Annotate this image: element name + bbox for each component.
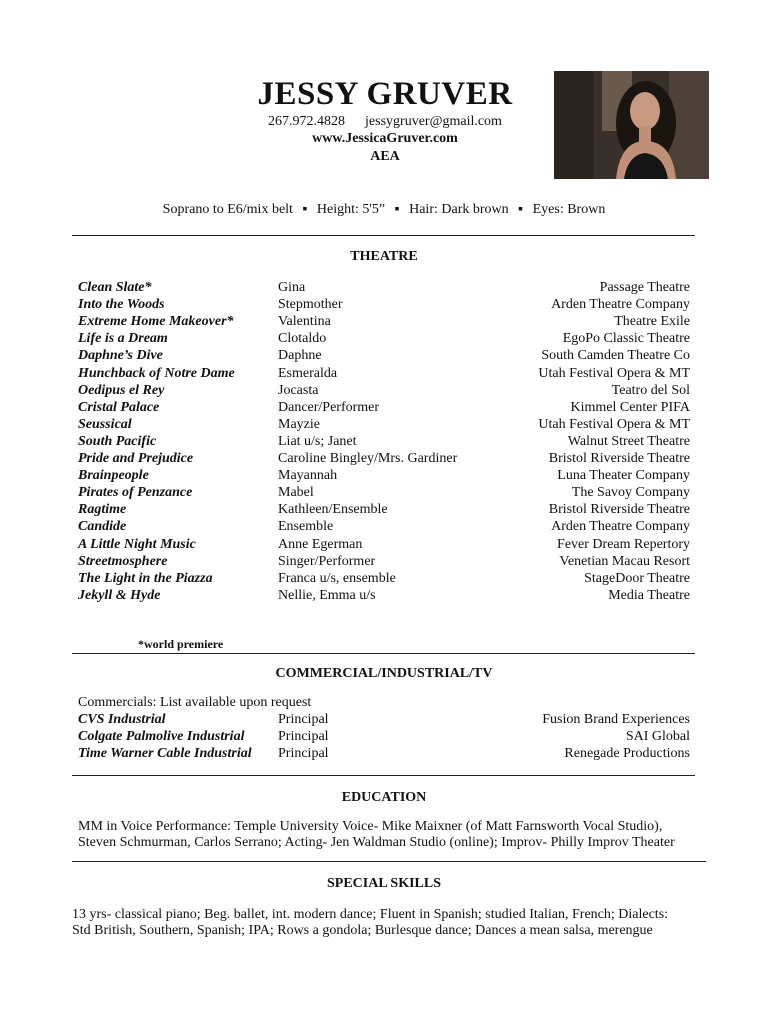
separator: ▪ bbox=[302, 202, 308, 217]
venue-name: Fusion Brand Experiences bbox=[542, 712, 690, 727]
role-name: Principal bbox=[278, 729, 329, 745]
credit-row bbox=[78, 416, 690, 433]
credit-row bbox=[78, 347, 690, 364]
skills-line: 13 yrs- classical piano; Beg. ballet, int. modern dance; Fluent in Spanish; studied Italian, French; Dialects: bbox=[72, 907, 669, 922]
show-title: Pride and Prejudice bbox=[78, 451, 194, 466]
contact-line bbox=[200, 113, 570, 130]
credit-row bbox=[78, 467, 690, 484]
venue-name: Utah Festival Opera & MT bbox=[538, 365, 690, 381]
role-name: Esmeralda bbox=[278, 365, 338, 381]
venue-name: Renegade Productions bbox=[564, 746, 690, 762]
show-title: Extreme Home Makeover* bbox=[78, 314, 234, 330]
union-affiliation: AEA bbox=[370, 149, 400, 164]
website-url: www.JessicaGruver.com bbox=[312, 131, 458, 146]
role-name: Jocasta bbox=[278, 382, 319, 398]
credit-row bbox=[78, 296, 690, 313]
venue-name: Fever Dream Repertory bbox=[557, 536, 690, 552]
commercials-note: Commercials: List available upon request bbox=[78, 695, 312, 710]
email-address: jessygruver@gmail.com bbox=[365, 114, 502, 129]
venue-name: Walnut Street Theatre bbox=[567, 433, 690, 449]
phone-number: 267.972.4828 bbox=[268, 114, 346, 129]
role-name: Gina bbox=[278, 280, 306, 295]
credit-row bbox=[78, 728, 690, 745]
show-title: Into the Woods bbox=[78, 297, 165, 313]
education-line: Steven Schmurman, Carlos Serrano; Acting- Jen Waldman Studio (online); Improv- Philly Improv Theater bbox=[78, 835, 675, 850]
theatre-heading: THEATRE bbox=[350, 249, 418, 264]
actor-name: JESSY GRUVER bbox=[257, 76, 513, 112]
role-name: Nellie, Emma u/s bbox=[278, 587, 376, 603]
show-title: South Pacific bbox=[78, 433, 157, 449]
voice-type: Soprano to E6/mix belt bbox=[162, 202, 293, 217]
show-title: Cristal Palace bbox=[78, 399, 160, 415]
divider bbox=[72, 775, 695, 776]
stats-line bbox=[72, 202, 696, 218]
credit-row bbox=[78, 433, 690, 450]
separator: ▪ bbox=[394, 202, 400, 217]
show-title: Colgate Palmolive Industrial bbox=[78, 729, 245, 745]
eye-color: Eyes: Brown bbox=[532, 202, 606, 217]
credit-row bbox=[78, 745, 690, 762]
credit-row bbox=[78, 711, 690, 728]
credit-row bbox=[78, 484, 690, 501]
credit-row bbox=[78, 330, 690, 347]
show-title: Time Warner Cable Industrial bbox=[78, 746, 252, 762]
credit-row bbox=[78, 399, 690, 416]
venue-name: The Savoy Company bbox=[571, 485, 690, 501]
credit-row bbox=[78, 382, 690, 399]
credit-row bbox=[78, 313, 690, 330]
venue-name: Arden Theatre Company bbox=[551, 297, 690, 313]
show-title: Streetmosphere bbox=[78, 553, 168, 569]
venue-name: Arden Theatre Company bbox=[551, 519, 690, 535]
headshot-photo bbox=[554, 71, 709, 179]
venue-name: Kimmel Center PIFA bbox=[570, 399, 690, 415]
venue-name: EgoPo Classic Theatre bbox=[562, 331, 690, 347]
credit-row bbox=[78, 536, 690, 553]
credit-row bbox=[78, 450, 690, 467]
venue-name: Venetian Macau Resort bbox=[559, 553, 690, 569]
show-title: Pirates of Penzance bbox=[78, 485, 193, 501]
skills-line: Std British, Southern, Spanish; IPA; Rows a gondola; Burlesque dance; Dances a mean salsa, merengue bbox=[72, 923, 653, 938]
role-name: Daphne bbox=[278, 348, 322, 364]
show-title: Seussical bbox=[78, 416, 132, 432]
role-name: Liat u/s; Janet bbox=[278, 433, 357, 449]
height: Height: 5'5” bbox=[316, 202, 386, 217]
venue-name: Teatro del Sol bbox=[611, 382, 690, 398]
venue-name: South Camden Theatre Co bbox=[541, 348, 690, 364]
role-name: Dancer/Performer bbox=[278, 399, 380, 415]
hair-color: Hair: Dark brown bbox=[409, 202, 509, 217]
headshot-image bbox=[554, 71, 709, 179]
divider bbox=[72, 235, 695, 236]
role-name: Mayannah bbox=[278, 468, 338, 484]
venue-name: SAI Global bbox=[625, 729, 690, 745]
show-title: Candide bbox=[78, 519, 127, 535]
divider bbox=[72, 861, 706, 862]
role-name: Mabel bbox=[278, 485, 314, 501]
credit-row bbox=[78, 501, 690, 518]
show-title: A Little Night Music bbox=[78, 536, 196, 552]
credit-row bbox=[78, 365, 690, 382]
role-name: Principal bbox=[278, 712, 329, 727]
role-name: Clotaldo bbox=[278, 331, 327, 347]
role-name: Kathleen/Ensemble bbox=[278, 502, 388, 518]
show-title: Ragtime bbox=[78, 502, 127, 518]
show-title: The Light in the Piazza bbox=[78, 570, 213, 586]
commercial-heading: COMMERCIAL/INDUSTRIAL/TV bbox=[275, 666, 493, 681]
role-name: Franca u/s, ensemble bbox=[278, 570, 396, 586]
role-name: Stepmother bbox=[278, 297, 343, 313]
role-name: Singer/Performer bbox=[278, 553, 376, 569]
show-title: Life is a Dream bbox=[78, 331, 168, 347]
show-title: CVS Industrial bbox=[78, 712, 166, 727]
venue-name: Theatre Exile bbox=[614, 314, 690, 330]
education-heading: EDUCATION bbox=[341, 790, 427, 805]
role-name: Anne Egerman bbox=[278, 536, 363, 552]
venue-name: Bristol Riverside Theatre bbox=[548, 451, 690, 466]
show-title: Oedipus el Rey bbox=[78, 382, 165, 398]
role-name: Caroline Bingley/Mrs. Gardiner bbox=[278, 451, 458, 466]
venue-name: Luna Theater Company bbox=[557, 468, 690, 484]
credit-row bbox=[78, 587, 690, 604]
venue-name: Media Theatre bbox=[608, 587, 690, 603]
show-title: Hunchback of Notre Dame bbox=[78, 365, 235, 381]
credit-row bbox=[78, 553, 690, 570]
role-name: Ensemble bbox=[278, 519, 334, 535]
world-premiere-note: *world premiere bbox=[138, 637, 224, 651]
role-name: Principal bbox=[278, 746, 329, 762]
show-title: Daphne’s Dive bbox=[78, 348, 163, 364]
show-title: Brainpeople bbox=[78, 468, 149, 484]
role-name: Valentina bbox=[278, 314, 331, 330]
credit-row bbox=[78, 570, 690, 587]
venue-name: Bristol Riverside Theatre bbox=[548, 502, 690, 518]
venue-name: StageDoor Theatre bbox=[584, 570, 690, 586]
show-title: Clean Slate* bbox=[78, 280, 152, 295]
credit-row bbox=[78, 518, 690, 535]
show-title: Jekyll & Hyde bbox=[78, 587, 161, 603]
venue-name: Passage Theatre bbox=[599, 280, 690, 295]
skills-heading: SPECIAL SKILLS bbox=[327, 876, 441, 891]
role-name: Mayzie bbox=[278, 416, 320, 432]
credit-row bbox=[78, 279, 690, 296]
education-line: MM in Voice Performance: Temple University Voice- Mike Maixner (of Matt Farnsworth Vocal Studio), bbox=[78, 819, 663, 834]
divider bbox=[72, 653, 695, 654]
separator: ▪ bbox=[518, 202, 524, 217]
venue-name: Utah Festival Opera & MT bbox=[538, 416, 690, 432]
